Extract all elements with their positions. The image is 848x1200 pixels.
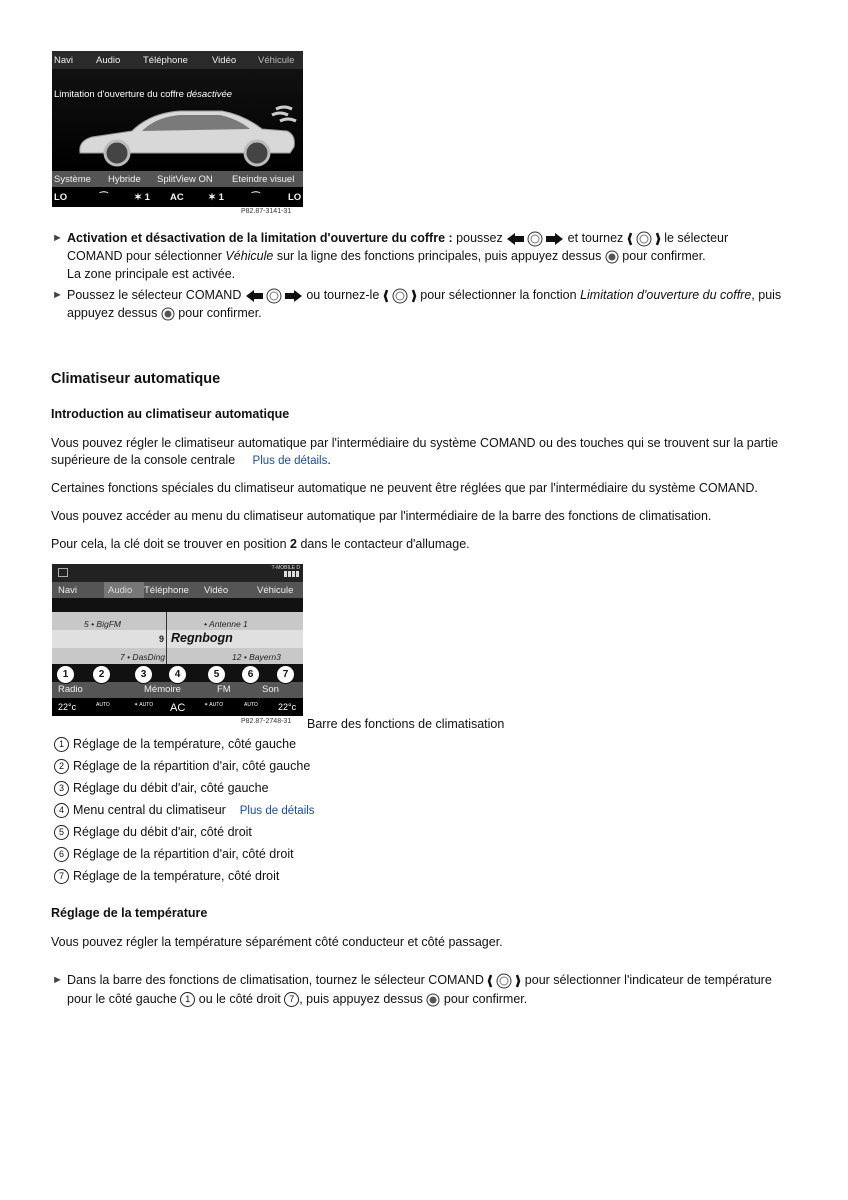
bottom-memoire: Mémoire [144, 684, 181, 695]
callout-3: 3 [134, 665, 153, 684]
bottom-radio: Radio [58, 684, 83, 695]
climate-lo-left: LO [54, 192, 68, 203]
section-title: Climatiseur automatique [51, 371, 221, 387]
menu-audio: Audio [108, 585, 133, 596]
station-bigfm: 5 • BigFM [84, 619, 121, 629]
status-icon [58, 568, 68, 577]
legend-item: 6 Réglage de la répartition d'air, côté droit [54, 846, 294, 862]
push-controller-icon [245, 288, 303, 304]
car-image [72, 101, 302, 171]
bottom-eteindre: Eteindre visuel [232, 174, 295, 185]
paragraph-1: Vous pouvez régler le climatiseur automatique par l'intermédiaire du système COMAND ou des touches qui se trouvent sur la partie supérieure de la console centrale Plus de détails. [51, 436, 779, 467]
menu-vehicule: Véhicule [258, 55, 295, 66]
callout-1: 1 [56, 665, 75, 684]
station-antenne: • Antenne 1 [204, 619, 248, 629]
legend-item: 1 Réglage de la température, côté gauche [54, 736, 296, 752]
bullet-arrow: ► [52, 974, 63, 986]
menu-telephone: Téléphone [143, 55, 188, 66]
push-controller-icon [506, 231, 564, 247]
menu-telephone: Téléphone [144, 585, 189, 596]
instruction-3-line-2: pour le côté gauche 1 ou le côté droit 7 , puis appuyez dessus pour confirmer. [67, 992, 528, 1006]
paragraph-4: Pour cela, la clé doit se trouver en position 2 dans le contacteur d'allumage. [51, 537, 470, 551]
ac-label: AC [170, 702, 186, 714]
climate-air-right: ⁀ [252, 192, 260, 203]
air-right: AUTO [244, 702, 258, 708]
bottom-fm: FM [217, 684, 231, 695]
paragraph-5: Vous pouvez régler la température séparément côté conducteur et côté passager. [51, 935, 503, 949]
callout-7-inline: 7 [284, 992, 299, 1007]
more-details-link[interactable]: Plus de détails [239, 805, 315, 817]
station-bayern: 12 • Bayern3 [232, 652, 281, 662]
instruction-1-line-2: COMAND pour sélectionner Véhicule sur la ligne des fonctions principales, puis appuyez dessus pour confirmer. [67, 249, 706, 263]
callout-1-inline: 1 [180, 992, 195, 1007]
climate-fan-right: ✶ 1 [208, 192, 224, 203]
audio-screen-image [52, 564, 303, 716]
turn-controller-icon [383, 287, 417, 305]
press-controller-icon [605, 250, 619, 264]
temp-left: 22°c [58, 702, 77, 712]
station-dasding: 7 • DasDing [120, 652, 166, 662]
station-current: Regnbogn [171, 631, 233, 645]
bottom-systeme: Système [54, 174, 91, 185]
callout-6: 6 [241, 665, 260, 684]
menu-navi: Navi [54, 55, 74, 66]
station-number: 9 [159, 634, 165, 644]
more-details-link[interactable]: Plus de détails [252, 454, 328, 467]
instruction-1-line-1: Activation et désactivation de la limitation d'ouverture du coffre : poussez et tournez le sélecteur [67, 229, 728, 248]
temperature-title: Réglage de la température [51, 906, 208, 920]
menu-video: Vidéo [204, 585, 229, 596]
callout-2: 2 [92, 665, 111, 684]
climate-air-left: ⁀ [100, 192, 108, 203]
turn-controller-icon [487, 972, 521, 990]
bottom-splitview: SplitView ON [157, 174, 213, 185]
legend-item: 5 Réglage du débit d'air, côté droit [54, 824, 252, 840]
climate-ac: AC [170, 192, 184, 203]
menu-video: Vidéo [212, 55, 237, 66]
callout-5: 5 [207, 665, 226, 684]
paragraph-3: Vous pouvez accéder au menu du climatiseur automatique par l'intermédiaire de la barre des fonctions de climatisation. [51, 509, 712, 523]
press-controller-icon [161, 307, 175, 321]
legend-item: 2 Réglage de la répartition d'air, côté gauche [54, 758, 310, 774]
climate-lo-right: LO [288, 192, 302, 203]
climate-fan-left: ✶ 1 [134, 192, 150, 203]
instruction-2-line-2: appuyez dessus pour confirmer. [67, 306, 262, 320]
air-left: AUTO [96, 702, 110, 708]
bottom-hybride: Hybride [108, 174, 141, 185]
bullet-arrow: ► [52, 289, 63, 301]
bullet-arrow: ► [52, 232, 63, 244]
press-controller-icon [426, 993, 440, 1007]
callout-7: 7 [276, 665, 295, 684]
instruction-2-line-1: Poussez le sélecteur COMAND ou tournez-le pour sélectionner la fonction Limitation d'ouverture du coffre, puis [67, 286, 781, 305]
temp-right: 22°c [278, 702, 297, 712]
legend-item: 7 Réglage de la température, côté droit [54, 868, 279, 884]
screen-title: Limitation d'ouverture du coffre désactivée [54, 89, 233, 100]
instruction-3-line-1: Dans la barre des fonctions de climatisation, tournez le sélecteur COMAND pour sélectionner l'indicateur de température [67, 971, 772, 990]
image-id-2: P82.87-2748-31 [241, 718, 292, 725]
menu-vehicule: Véhicule [257, 585, 294, 596]
paragraph-2: Certaines fonctions spéciales du climatiseur automatique ne peuvent être réglées que par l'intermédiaire du système COMAND. [51, 481, 758, 495]
intro-title: Introduction au climatiseur automatique [51, 407, 290, 421]
fan-right: ✶ AUTO [204, 702, 224, 708]
turn-controller-icon [627, 230, 661, 248]
legend-item: 3 Réglage du débit d'air, côté gauche [54, 780, 269, 796]
instruction-1-line-3: La zone principale est activée. [67, 267, 236, 281]
legend-item: 4 Menu central du climatiseur Plus de détails [54, 802, 315, 819]
bottom-son: Son [262, 684, 279, 695]
figure-caption: Barre des fonctions de climatisation [307, 717, 505, 731]
operator-label: T-MOBILE D [271, 565, 300, 571]
callout-4: 4 [168, 665, 187, 684]
menu-navi: Navi [58, 585, 78, 596]
fan-left: ✶ AUTO [134, 702, 154, 708]
menu-audio: Audio [96, 55, 121, 66]
signal-icon [284, 571, 300, 577]
vehicle-screen-image [52, 51, 303, 207]
image-id-1: P82.87-3141-31 [241, 208, 292, 215]
